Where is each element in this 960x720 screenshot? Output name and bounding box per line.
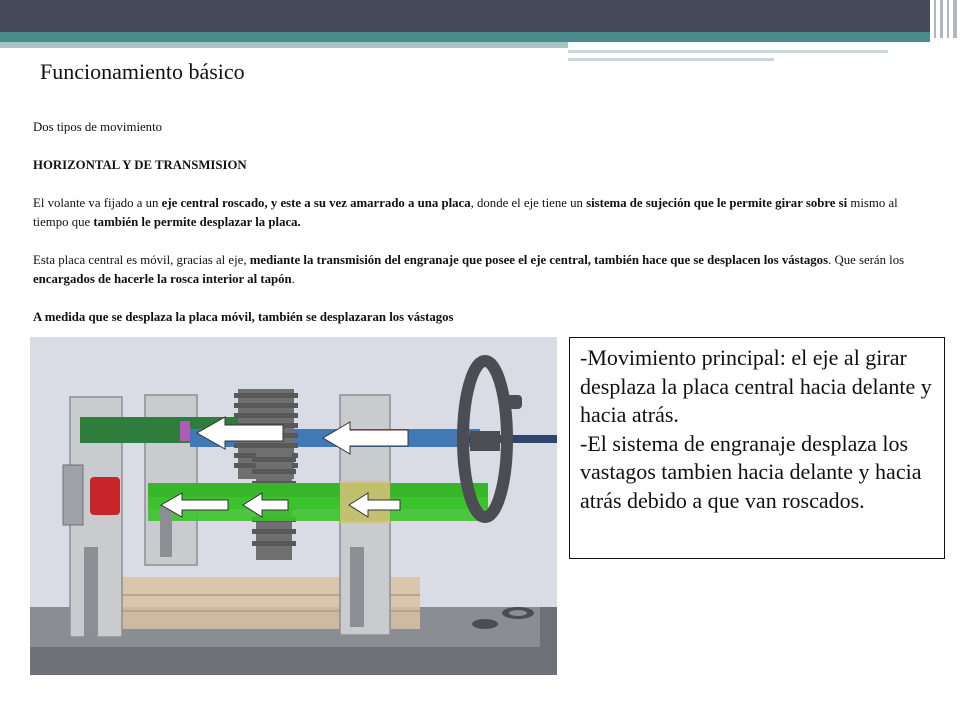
intro-text: Dos tipos de movimiento xyxy=(33,120,163,134)
slide-title: Funcionamiento básico xyxy=(40,59,245,84)
paragraph-1: El volante va fijado a un eje central roscado, y este a su vez amarrado a una placa, donde el eje tiene un sistema de sujeción que le permite girar sobre si mismo al tiempo que también le permite desplazar la placa. xyxy=(33,196,898,229)
header-vline xyxy=(947,0,949,38)
callout-line-2: -El sistema de engranaje desplaza los vastagos tambien hacia delante y hacia atrás debido a que van roscados. xyxy=(580,430,922,513)
mechanism-drawing xyxy=(30,337,557,675)
header-vline xyxy=(934,0,936,38)
header-bar-light xyxy=(0,42,568,48)
header-vline xyxy=(940,0,943,38)
header-accent-line xyxy=(568,58,774,61)
section-heading: HORIZONTAL Y DE TRANSMISION xyxy=(33,158,247,172)
purple-bushing xyxy=(180,421,190,441)
callout-line-1: -Movimiento principal: el eje al girar desplaza la placa central hacia delante y hacia atrás. xyxy=(580,345,932,427)
header-bar-teal xyxy=(0,32,930,42)
mechanism-figure xyxy=(30,337,557,675)
header-bar-dark xyxy=(0,0,930,32)
slide-body xyxy=(33,118,918,327)
header-accent-line xyxy=(568,50,888,53)
callout-box xyxy=(569,337,945,559)
header-corner xyxy=(930,0,960,42)
header-vline xyxy=(953,0,957,38)
left-bracket xyxy=(63,465,83,525)
conclusion-text: A medida que se desplaza la placa móvil, también se desplazaran los vástagos xyxy=(33,310,454,324)
red-coupling xyxy=(90,477,120,515)
paragraph-2: Esta placa central es móvil, gracias al eje, mediante la transmisión del engranaje que posee el eje central, también hace que se desplacen los vástagos. Que serán los encargados de hacerle la rosca interior al tapón. xyxy=(33,253,905,286)
